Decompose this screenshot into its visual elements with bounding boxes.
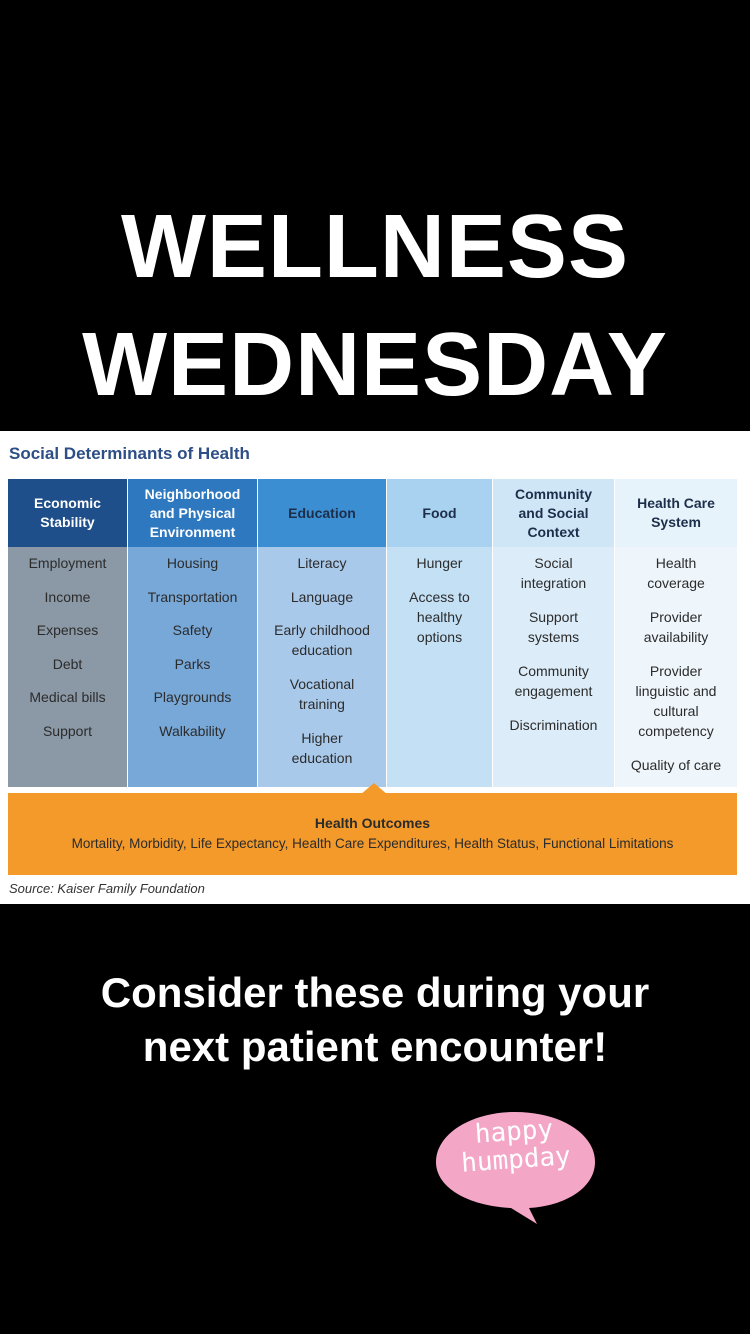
column-body bbox=[615, 547, 737, 787]
column-body bbox=[128, 547, 257, 787]
list-item: Community engagement bbox=[514, 663, 593, 699]
column-body bbox=[8, 547, 127, 787]
list-item: Provider availability bbox=[643, 609, 709, 645]
column-header: Health Care System bbox=[615, 479, 737, 547]
list-item: Access to healthy options bbox=[409, 589, 470, 645]
list-item: Quality of care bbox=[630, 757, 722, 773]
determinants-grid bbox=[8, 479, 737, 787]
sdoh-diagram bbox=[0, 431, 750, 904]
column-body bbox=[493, 547, 614, 787]
list-item: Hunger bbox=[416, 555, 463, 571]
call-to-action bbox=[0, 966, 750, 1074]
column-header: Neighborhood and Physical Environment bbox=[128, 479, 257, 547]
sticker-line-1: happy bbox=[473, 1114, 555, 1150]
list-item: Discrimination bbox=[509, 717, 598, 733]
headline-line-2: WEDNESDAY bbox=[82, 315, 668, 415]
list-item: Health coverage bbox=[647, 555, 705, 591]
list-item: Employment bbox=[28, 555, 107, 571]
column-header: Economic Stability bbox=[8, 479, 127, 547]
outcomes-pointer bbox=[360, 783, 388, 795]
list-item: Literacy bbox=[297, 555, 347, 571]
health-outcomes-bar bbox=[8, 793, 737, 875]
diagram-title: Social Determinants of Health bbox=[9, 444, 250, 463]
headline bbox=[0, 188, 750, 424]
column-food bbox=[387, 479, 492, 787]
column-header: Food bbox=[387, 479, 492, 547]
health-outcomes-list: Mortality, Morbidity, Life Expectancy, Health Care Expenditures, Health Status, Functional Limitations bbox=[71, 836, 674, 851]
column-education bbox=[258, 479, 386, 787]
list-item: Higher education bbox=[291, 730, 353, 766]
column-body bbox=[258, 547, 386, 787]
list-item: Vocational training bbox=[289, 676, 355, 712]
list-item: Transportation bbox=[147, 589, 238, 605]
list-item: Income bbox=[44, 589, 91, 605]
list-item: Debt bbox=[52, 656, 83, 672]
list-item: Support systems bbox=[527, 609, 580, 645]
column-health-care-system bbox=[615, 479, 737, 787]
list-item: Housing bbox=[166, 555, 219, 571]
health-outcomes bbox=[8, 793, 737, 875]
list-item: Playgrounds bbox=[153, 689, 232, 705]
cta-line-1: Consider these during your bbox=[100, 969, 650, 1016]
list-item: Expenses bbox=[36, 622, 99, 638]
list-item: Safety bbox=[172, 622, 213, 638]
column-header: Community and Social Context bbox=[493, 479, 614, 547]
list-item: Provider linguistic and cultural competency bbox=[635, 663, 717, 739]
list-item: Walkability bbox=[159, 723, 226, 739]
sticker-line-2: humpday bbox=[460, 1141, 572, 1179]
sticker-text bbox=[431, 1112, 599, 1179]
column-body bbox=[387, 547, 492, 787]
list-item: Support bbox=[42, 723, 93, 739]
column-economic-stability bbox=[8, 479, 127, 787]
list-item: Early childhood education bbox=[274, 622, 370, 658]
headline-line-1: WELLNESS bbox=[120, 197, 629, 297]
column-neighborhood-environment bbox=[128, 479, 257, 787]
list-item: Social integration bbox=[520, 555, 587, 591]
column-header: Education bbox=[258, 479, 386, 547]
column-community-context bbox=[493, 479, 614, 787]
list-item: Parks bbox=[174, 656, 211, 672]
source-credit: Source: Kaiser Family Foundation bbox=[9, 881, 205, 896]
cta-line-2: next patient encounter! bbox=[142, 1023, 608, 1070]
happy-humpday-sticker bbox=[433, 1108, 597, 1226]
list-item: Medical bills bbox=[29, 689, 106, 705]
health-outcomes-title: Health Outcomes bbox=[314, 815, 431, 831]
list-item: Language bbox=[290, 589, 354, 605]
